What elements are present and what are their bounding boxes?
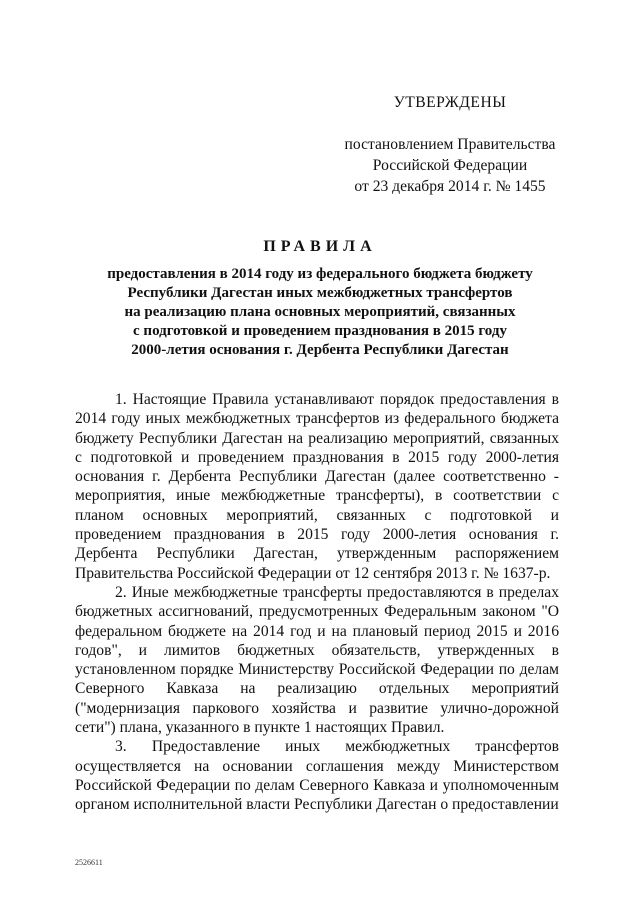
- document-title: ПРАВИЛА: [263, 238, 377, 255]
- document-id: 2526611: [75, 858, 103, 867]
- document-subtitle: [90, 265, 550, 360]
- subtitle-line: с подготовкой и проведением празднования в 2015 году: [133, 323, 507, 339]
- approval-line-date: от 23 декабря 2014 г. № 1455: [354, 178, 546, 195]
- subtitle-line: на реализацию плана основных мероприятий, связанных: [124, 304, 516, 320]
- paragraph-3: 3. Предоставление иных межбюджетных трансфертов осуществляется на основании соглашения между Министерством Российской Федерации по делам Северного Кавказа и уполномоченным органом исполнительной власти Республики Дагестан о предоставлении: [75, 738, 559, 814]
- paragraph-2: 2. Иные межбюджетные трансферты предоставляются в пределах бюджетных ассигнований, предусмотренных Федеральным законом "О федеральном бюджете на 2014 год и на плановый период 2015 и 2016 годов", и лимитов бюджетных обязательств, утвержденных в установленном порядке Министерству Российской Федерации по делам Северного Кавказа на реализацию отдельных мероприятий ("модернизация паркового хозяйства и развитие улично-дорожной сети") плана, указанного в пункте 1 настоящих Правил.: [75, 583, 559, 737]
- subtitle-line: 2000-летия основания г. Дербента Республики Дагестан: [131, 342, 509, 358]
- approval-line-decree: постановлением Правительства: [344, 136, 556, 153]
- subtitle-line: Республики Дагестан иных межбюджетных трансфертов: [127, 285, 513, 301]
- approval-block: [330, 92, 570, 197]
- document-body: [75, 390, 559, 815]
- approval-heading: УТВЕРЖДЕНЫ: [393, 94, 507, 111]
- paragraph-1: 1. Настоящие Правила устанавливают порядок предоставления в 2014 году иных межбюджетных трансфертов из федерального бюджета бюджету Республики Дагестан на реализацию мероприятий, связанных с подготовкой и проведением празднования в 2015 году 2000-летия основания г. Дербента Республики Дагестан (далее соответственно - мероприятия, иные межбюджетные трансферты), в соответствии с планом основных мероприятий, связанных с подготовкой и проведением празднования в 2015 году 2000-летия основания г. Дербента Республики Дагестан, утвержденным распоряжением Правительства Российской Федерации от 12 сентября 2013 г. № 1637-р.: [75, 391, 559, 582]
- approval-spacer: [330, 113, 570, 134]
- subtitle-line: предоставления в 2014 году из федерального бюджета бюджету: [107, 266, 533, 282]
- approval-line-government: Российской Федерации: [372, 157, 528, 174]
